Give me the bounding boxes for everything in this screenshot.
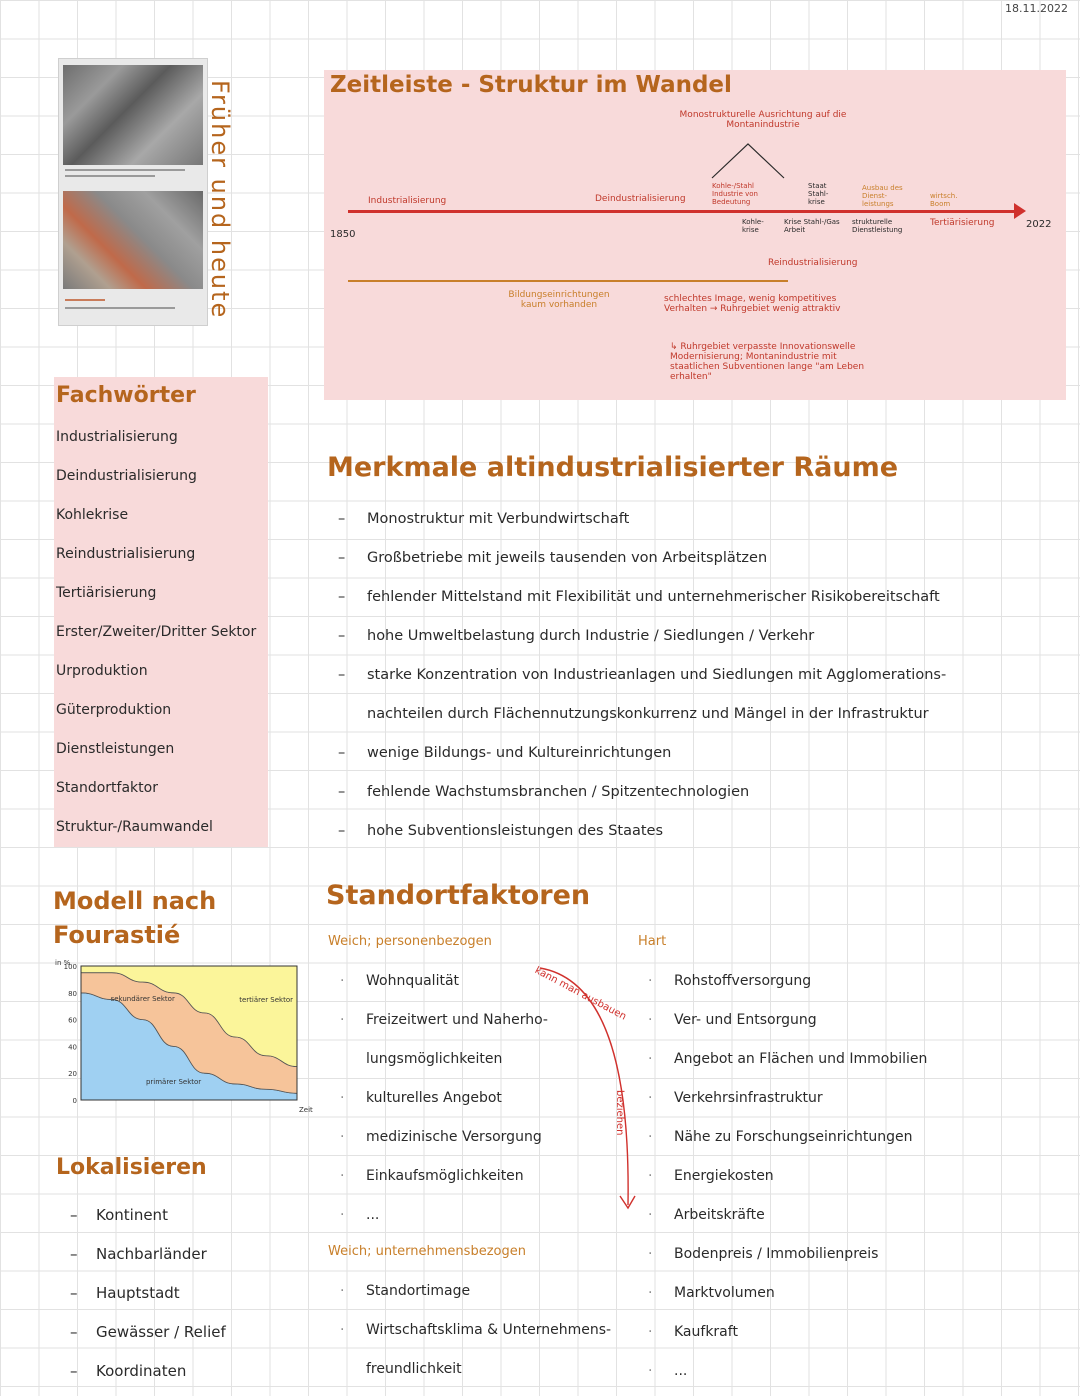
timeline-label-tertiaerisierung: Tertiärisierung xyxy=(930,218,995,228)
hart-heading: Hart xyxy=(638,934,667,949)
fachwort-item: Kohlekrise xyxy=(56,507,129,523)
dot-bullet: · xyxy=(340,1012,345,1028)
fachwort-item: Dienstleistungen xyxy=(56,741,175,757)
standortfaktor-text: freundlichkeit xyxy=(366,1361,462,1377)
standortfaktor-item xyxy=(648,1313,927,1352)
lokalisieren-text: Nachbarländer xyxy=(96,1245,207,1263)
standortfaktoren-title: Standortfaktoren xyxy=(326,880,591,911)
series-label: primärer Sektor xyxy=(145,1077,202,1086)
lokalisieren-item xyxy=(70,1274,226,1313)
fachwort-item: Urproduktion xyxy=(56,663,148,679)
merkmal-text: nachteilen durch Flächennutzungskonkurrenz und Mängel in der Infrastruktur xyxy=(367,706,929,722)
dot-bullet: · xyxy=(648,1207,653,1223)
dot-bullet: · xyxy=(340,1207,345,1223)
fachwort-item: Industrialisierung xyxy=(56,429,178,445)
timeline-triangle xyxy=(708,140,788,180)
merkmale-list xyxy=(338,500,1073,851)
y-axis-label: in % xyxy=(55,959,71,967)
standortfaktor-text: Arbeitskräfte xyxy=(674,1207,765,1223)
standortfaktor-item xyxy=(648,962,927,1001)
fourastie-title-line1: Modell nach xyxy=(53,887,217,915)
timeline-label-strukturhilfe: strukturelle Dienstleistung xyxy=(852,218,903,234)
fachwort-item: Tertiärisierung xyxy=(56,585,157,601)
standortfaktor-item xyxy=(648,1235,927,1274)
standortfaktor-text: Angebot an Flächen und Immobilien xyxy=(674,1051,928,1067)
standortfaktor-item xyxy=(340,1079,548,1118)
dot-bullet: · xyxy=(648,1051,653,1067)
timeline-label-wirtschaftsboom: wirtsch. Boom xyxy=(930,192,958,208)
standortfaktor-text: Wirtschaftsklima & Unternehmens- xyxy=(366,1322,612,1338)
merkmal-item xyxy=(338,656,1073,695)
merkmal-text: Großbetriebe mit jeweils tausenden von Arbeitsplätzen xyxy=(367,550,768,566)
series-label: sekundärer Sektor xyxy=(110,994,175,1003)
fachwort-item: Deindustrialisierung xyxy=(56,468,197,484)
lokalisieren-item xyxy=(70,1235,226,1274)
standortfaktor-item xyxy=(340,1196,548,1235)
lokalisieren-item xyxy=(70,1313,226,1352)
standortfaktor-item xyxy=(340,1118,548,1157)
standortfaktor-item xyxy=(340,1157,548,1196)
photo-caption-line xyxy=(65,175,155,177)
timeline-arrow-icon xyxy=(1014,203,1026,219)
merkmal-text: Monostruktur mit Verbundwirtschaft xyxy=(367,511,630,527)
dot-bullet: · xyxy=(648,1012,653,1028)
merkmal-text: fehlender Mittelstand mit Flexibilität und unternehmerischer Risikobereitschaft xyxy=(367,589,940,605)
merkmal-item-continuation xyxy=(338,695,1073,734)
merkmal-item xyxy=(338,734,1073,773)
dash-bullet: – xyxy=(70,1323,78,1341)
dash-bullet: – xyxy=(338,550,346,566)
lokalisieren-item xyxy=(70,1352,226,1391)
standortfaktor-item xyxy=(340,1001,548,1040)
fachwort-item: Struktur-/Raumwandel xyxy=(56,819,213,835)
timeline-label-bildung: Bildungseinrichtungen kaum vorhanden xyxy=(508,290,610,310)
dash-bullet: – xyxy=(338,667,346,683)
dash-bullet: – xyxy=(70,1362,78,1380)
standortfaktor-item xyxy=(340,1311,611,1350)
timeline-subline xyxy=(348,280,788,282)
standortfaktor-text: Bodenpreis / Immobilienpreis xyxy=(674,1246,879,1262)
dash-bullet: – xyxy=(70,1206,78,1224)
aerial-photo-before xyxy=(63,65,203,165)
merkmal-text: hohe Subventionsleistungen des Staates xyxy=(367,823,664,839)
timeline-label-ruhrgebiet: ↳ Ruhrgebiet verpasste Innovationswelle Modernisierung; Montanindustrie mit staatlichen Subventionen lange "am Leben erhalten" xyxy=(670,342,865,382)
timeline-title: Zeitleiste - Struktur im Wandel xyxy=(330,72,732,98)
arrow-label-ausbauen: kann man ausbauen xyxy=(532,965,629,1023)
dot-bullet: · xyxy=(648,1090,653,1106)
merkmal-item xyxy=(338,773,1073,812)
standortfaktor-text: Kaufkraft xyxy=(674,1324,738,1340)
y-tick-label: 0 xyxy=(72,1097,77,1105)
standortfaktor-item xyxy=(648,1079,927,1118)
dot-bullet: · xyxy=(340,973,345,989)
standortfaktor-item xyxy=(340,962,548,1001)
dot-bullet: · xyxy=(648,973,653,989)
merkmal-text: wenige Bildungs- und Kultureinrichtungen xyxy=(367,745,672,761)
standortfaktor-item xyxy=(340,1040,548,1079)
fachwort-item: Reindustrialisierung xyxy=(56,546,196,562)
dash-bullet: – xyxy=(338,745,346,761)
fourastie-chart xyxy=(53,958,313,1118)
dot-bullet: · xyxy=(648,1129,653,1145)
series-label: tertiärer Sektor xyxy=(239,995,294,1004)
merkmal-text: starke Konzentration von Industrieanlagen und Siedlungen mit Agglomerations- xyxy=(367,667,947,683)
merkmal-item xyxy=(338,500,1073,539)
standortfaktor-text: Verkehrsinfrastruktur xyxy=(674,1090,823,1106)
standortfaktor-item xyxy=(648,1274,927,1313)
dash-bullet: – xyxy=(70,1284,78,1302)
dot-bullet: · xyxy=(648,1168,653,1184)
dot-bullet: · xyxy=(648,1246,653,1262)
standortfaktor-item xyxy=(340,1350,611,1389)
timeline-label-duerre: Krise Stahl-/Gas Arbeit xyxy=(784,218,840,234)
fachwort-item: Erster/Zweiter/Dritter Sektor xyxy=(56,624,257,640)
dash-bullet: – xyxy=(338,589,346,605)
dot-bullet: · xyxy=(648,1363,653,1379)
aerial-photo-after xyxy=(63,191,203,289)
y-tick-label: 60 xyxy=(68,1016,77,1025)
date-label: 18.11.2022 xyxy=(1005,2,1068,15)
timeline-label-image: schlechtes Image, wenig kompetitives Verhalten → Ruhrgebiet wenig attraktiv xyxy=(664,294,841,314)
fachwort-item: Güterproduktion xyxy=(56,702,172,718)
x-axis-label: Zeit xyxy=(299,1106,313,1114)
standortfaktor-text: medizinische Versorgung xyxy=(366,1129,542,1145)
timeline-axis xyxy=(348,210,1020,213)
standortfaktor-item xyxy=(648,1157,927,1196)
dot-bullet: · xyxy=(340,1322,345,1338)
standortfaktor-text: Energiekosten xyxy=(674,1168,774,1184)
photo-legend-line xyxy=(65,299,105,301)
timeline-label-staat: Staat Stahl-krise xyxy=(808,182,829,206)
standortfaktor-item xyxy=(648,1196,927,1235)
merkmal-item xyxy=(338,617,1073,656)
merkmal-item xyxy=(338,539,1073,578)
dot-bullet: · xyxy=(648,1324,653,1340)
fachwort-item: Standortfaktor xyxy=(56,780,158,796)
timeline-label-deindustrialisierung: Deindustrialisierung xyxy=(595,194,686,204)
fourastie-title xyxy=(53,884,216,952)
timeline-label-reindustrialisierung: Reindustrialisierung xyxy=(768,258,858,268)
fourastie-title-line2: Fourastié xyxy=(53,921,181,949)
standortfaktor-text: lungsmöglichkeiten xyxy=(366,1051,503,1067)
standortfaktor-item xyxy=(648,1118,927,1157)
standortfaktor-text: Einkaufsmöglichkeiten xyxy=(366,1168,524,1184)
standortfaktor-text: Nähe zu Forschungseinrichtungen xyxy=(674,1129,913,1145)
timeline-label-monostruktur: Monostrukturelle Ausrichtung auf die Montanindustrie xyxy=(679,110,847,130)
dot-bullet: · xyxy=(648,1285,653,1301)
dot-bullet: · xyxy=(340,1129,345,1145)
lokalisieren-text: Kontinent xyxy=(96,1206,168,1224)
weich-personenbezogen-heading: Weich; personenbezogen xyxy=(328,934,492,949)
dot-bullet: · xyxy=(340,1168,345,1184)
standortfaktor-text: Standortimage xyxy=(366,1283,471,1299)
timeline-label-kohle-krise: Kohle-krise xyxy=(742,218,764,234)
dash-bullet: – xyxy=(338,511,346,527)
arrow-label-beziehen: beziehen xyxy=(614,1090,625,1136)
lokalisieren-text: Hauptstadt xyxy=(96,1284,180,1302)
standortfaktor-text: kulturelles Angebot xyxy=(366,1090,502,1106)
dot-bullet: · xyxy=(340,1090,345,1106)
hart-list xyxy=(648,962,927,1391)
standortfaktor-text: ... xyxy=(674,1363,688,1379)
dash-bullet: – xyxy=(70,1245,78,1263)
timeline-label-ausbau: Ausbau des Dienst-leistungs xyxy=(862,184,903,208)
y-tick-label: 100 xyxy=(63,963,77,971)
timeline-year-start: 1850 xyxy=(330,229,356,240)
standortfaktor-text: Wohnqualität xyxy=(366,973,460,989)
lokalisieren-text: Gewässer / Relief xyxy=(96,1323,226,1341)
dash-bullet: – xyxy=(338,628,346,644)
y-tick-label: 20 xyxy=(68,1070,77,1079)
photo-caption-line xyxy=(65,307,175,309)
lokalisieren-list xyxy=(70,1196,226,1391)
weich-unternehmensbezogen-list xyxy=(340,1272,611,1389)
fachwoerter-list xyxy=(56,424,256,853)
aerial-photo-comparison xyxy=(58,58,208,326)
dash-bullet: – xyxy=(338,823,346,839)
standortfaktor-text: Rohstoffversorgung xyxy=(674,973,812,989)
y-tick-label: 40 xyxy=(68,1043,77,1052)
fachwoerter-title: Fachwörter xyxy=(56,383,196,408)
standortfaktor-text: Marktvolumen xyxy=(674,1285,775,1301)
dash-bullet: – xyxy=(338,784,346,800)
merkmal-text: hohe Umweltbelastung durch Industrie / Siedlungen / Verkehr xyxy=(367,628,815,644)
photo-caption-line xyxy=(65,169,185,171)
lokalisieren-title: Lokalisieren xyxy=(56,1155,207,1180)
y-tick-label: 80 xyxy=(68,989,77,998)
standortfaktor-item xyxy=(648,1352,927,1391)
standortfaktor-item xyxy=(648,1040,927,1079)
standortfaktor-item xyxy=(340,1272,611,1311)
merkmal-item xyxy=(338,578,1073,617)
merkmal-item xyxy=(338,812,1073,851)
standortfaktor-item xyxy=(648,1001,927,1040)
lokalisieren-text: Koordinaten xyxy=(96,1362,187,1380)
standortfaktor-text: Freizeitwert und Naherho- xyxy=(366,1012,548,1028)
lokalisieren-item xyxy=(70,1196,226,1235)
weich-personenbezogen-list xyxy=(340,962,548,1235)
photo-label: Früher und heute xyxy=(206,80,234,320)
standortfaktor-text: ... xyxy=(366,1207,380,1223)
timeline-label-industrialisierung: Industrialisierung xyxy=(368,196,447,206)
standortfaktor-text: Ver- und Entsorgung xyxy=(674,1012,817,1028)
merkmale-title: Merkmale altindustrialisierter Räume xyxy=(327,452,899,483)
timeline-year-end: 2022 xyxy=(1026,219,1052,230)
weich-unternehmensbezogen-heading: Weich; unternehmensbezogen xyxy=(328,1244,526,1259)
timeline-label-kohlekrise: Kohle-/Stahl Industrie von Bedeutung xyxy=(712,182,758,206)
dot-bullet: · xyxy=(340,1283,345,1299)
merkmal-text: fehlende Wachstumsbranchen / Spitzentechnologien xyxy=(367,784,750,800)
